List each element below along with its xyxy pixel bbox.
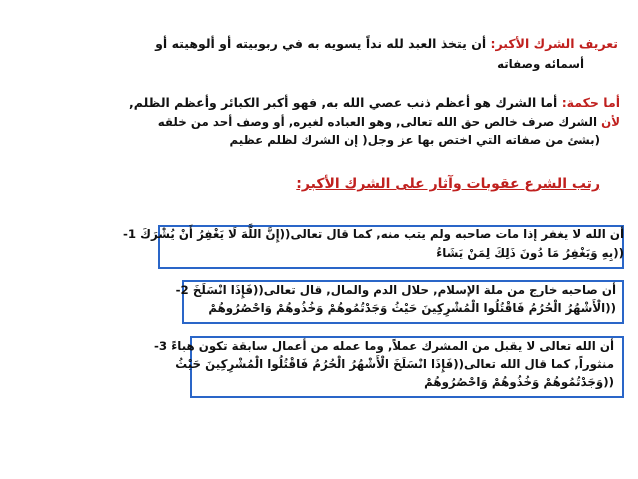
penalty-3-number: 3- (154, 339, 168, 353)
wisdom-text-2: الشرك صرف خالص حق الله تعالى, وهو العباده لغيره, أو وصف أحد من خلقه (157, 115, 598, 129)
definition-line-1 (0, 36, 638, 52)
penalty-3-line-1 (0, 338, 638, 354)
wisdom-line-2 (0, 114, 638, 130)
penalty-1-line-1 (0, 226, 638, 242)
penalty-1-text-2: ((بِهِ وَيَغْفِرُ مَا دُونَ ذَلِكَ لِمَنْ يَشَاءُ (436, 246, 624, 260)
penalty-3-line-2 (0, 356, 638, 372)
penalties-heading-text: رتب الشرع عقوبات وآثار على الشرك الأكبر: (296, 176, 600, 192)
penalty-3-text-3: ((وَجَدْتُمُوهُمْ وَخُذُوهُمْ وَاحْصُرُوهُمْ (424, 375, 614, 389)
wisdom-line-3 (0, 132, 638, 148)
wisdom-line-1 (0, 95, 638, 111)
definition-text-2: أسمائه وصفاته (497, 57, 584, 71)
wisdom-text-1: أما الشرك هو أعظم ذنب عصي الله به, فهو أكبر الكبائر وأعظم الظلم, (129, 95, 558, 110)
penalty-1-number: 1- (122, 227, 137, 241)
definition-text-1: أن يتخذ العبد لله نداً يسويه به في ربوبيته أو ألوهيته أو (155, 36, 487, 51)
penalty-2-line-2 (0, 300, 638, 316)
penalty-2-text-1: أن صاحبه خارج من ملة الإسلام, حلال الدم والمال, قال تعالى((فَإِذَا انْسَلَخَ (192, 283, 616, 297)
penalties-heading (0, 176, 638, 192)
penalty-2-text-2: ((الْأَشْهُرُ الْحُرُمُ فَاقْتُلُوا الْمُشْرِكِينَ حَيْثُ وَجَدْتُمُوهُمْ وَخُذُوهُمْ وَاحْصُرُوهُمْ (208, 301, 616, 315)
penalty-3-text-2: منثوراً, كما قال الله تعالى((فَإِذَا انْسَلَخَ الْأَشْهُرُ الْحُرُمُ فَاقْتُلُوا الْمُشْرِكِينَ حَيْثُ (175, 357, 614, 371)
penalty-2-line-1 (0, 282, 638, 298)
penalty-2-number: 2- (175, 283, 189, 297)
wisdom-lead-2: لأن (601, 115, 620, 129)
penalty-1-line-2 (0, 245, 638, 261)
definition-line-2 (0, 56, 638, 72)
penalty-3-line-3 (0, 374, 638, 390)
penalty-1-text-1: أن الله لا يغفر إذا مات صاحبه ولم يتب منه, كما قال تعالى((إِنَّ اللَّهَ لَا يَغْفِرُ أَنْ يُشْرَكَ (140, 227, 624, 241)
wisdom-term: أما حكمة: (561, 95, 620, 110)
penalty-3-text-1: أن الله تعالى لا يقبل من المشرك عملاً, وما عمله من أعمال سابقة تكون هباءً (171, 339, 614, 353)
wisdom-text-3: (بشئ من صفاته التي اختص بها عز وجل( إن الشرك لظلم عظيم (229, 133, 600, 147)
definition-term: تعريف الشرك الأكبر: (490, 36, 618, 51)
